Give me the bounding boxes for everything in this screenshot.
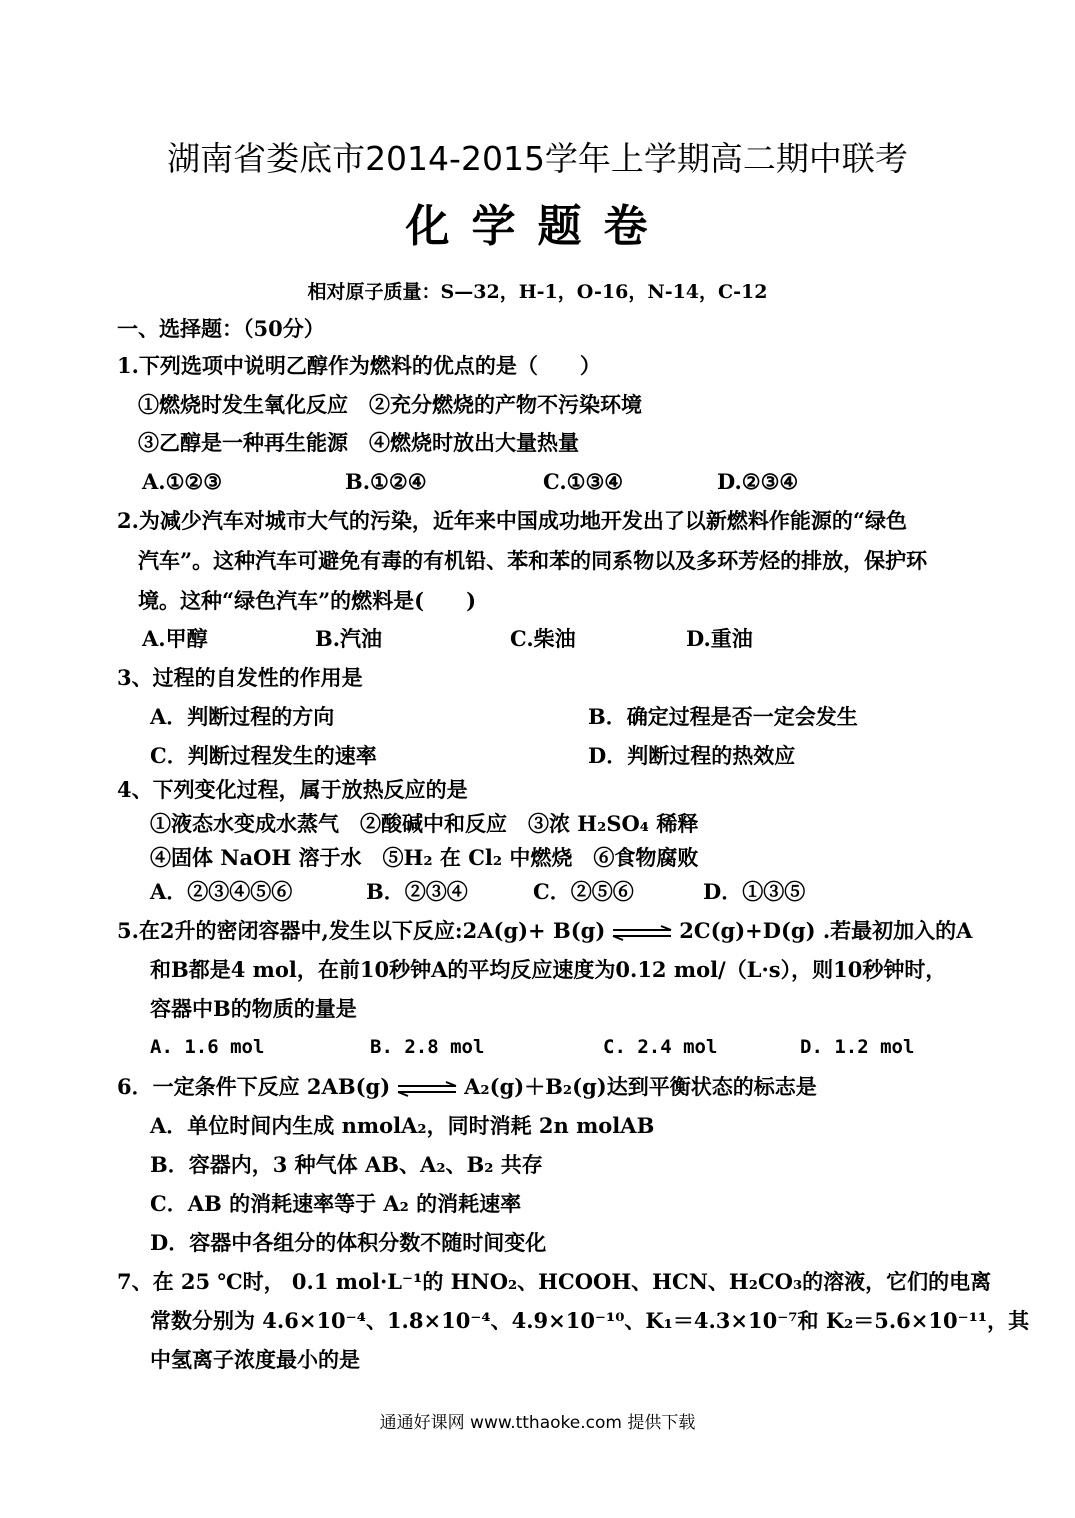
q5-reactants: 5.在2升的密闭容器中,发生以下反应:2A(g)+ B(g)	[117, 918, 606, 943]
q5-line1	[117, 920, 972, 941]
q7-line1: 7、在 25 ℃时， 0.1 mol·L⁻¹的 HNO₂、HCOOH、HCN、H₂CO₃的溶液，它们的电离	[117, 1269, 992, 1294]
q1-line2: ①燃烧时发生氧化反应 ②充分燃烧的产物不污染环境	[138, 392, 642, 417]
q5-option-d: D. 1.2 mol	[800, 1036, 915, 1058]
q5-line3: 容器中B的物质的量是	[150, 996, 357, 1021]
q6-option-b: B．容器内，3 种气体 AB、A₂、B₂ 共存	[150, 1152, 543, 1177]
footer-source: 通通好课网 www.tthaoke.com 提供下载	[379, 1413, 696, 1433]
q6-option-d: D．容器中各组分的体积分数不随时间变化	[150, 1230, 547, 1255]
q4-line3: ④固体 NaOH 溶于水 ⑤H₂ 在 Cl₂ 中燃烧 ⑥食物腐败	[150, 845, 699, 870]
q4-option-a: A．②③④⑤⑥	[150, 879, 293, 904]
q4-option-b: B．②③④	[366, 879, 468, 904]
q3-option-d: D．判断过程的热效应	[588, 743, 796, 768]
q1-stem: 1.下列选项中说明乙醇作为燃料的优点的是（ ）	[117, 353, 601, 378]
atomic-masses: 相对原子质量：S—32，H-1，O-16，N-14，C-12	[307, 281, 768, 303]
q7-line3: 中氢离子浓度最小的是	[150, 1347, 360, 1372]
q3-option-b: B．确定过程是否一定会发生	[588, 704, 858, 729]
q2-option-a: A.甲醇	[142, 626, 208, 651]
q5-option-a: A. 1.6 mol	[150, 1036, 265, 1058]
q5-products: 2C(g)+D(g) .若最初加入的A	[679, 918, 973, 943]
q2-option-d: D.重油	[686, 626, 753, 651]
q2-line1: 2.为减少汽车对城市大气的污染，近年来中国成功地开发出了以新燃料作能源的“绿色	[117, 508, 907, 533]
q6-option-a: A．单位时间内生成 nmolA₂，同时消耗 2n molAB	[150, 1113, 655, 1138]
q5-option-b: B. 2.8 mol	[370, 1036, 485, 1058]
q6-stem-left: 6．一定条件下反应 2AB(g)	[117, 1074, 391, 1099]
q2-line3: 境。这种“绿色汽车”的燃料是( )	[138, 588, 477, 613]
q2-line2: 汽车”。这种汽车可避免有毒的有机铅、苯和苯的同系物以及多环芳烃的排放，保护环	[138, 548, 928, 573]
q1-option-a: A.①②③	[142, 469, 223, 494]
equilibrium-arrow-icon	[611, 925, 673, 941]
q1-line3: ③乙醇是一种再生能源 ④燃烧时放出大量热量	[138, 430, 579, 455]
q1-option-b: B.①②④	[345, 469, 427, 494]
exam-title: 湖南省娄底市2014-2015学年上学期高二期中联考	[167, 139, 908, 178]
exam-subtitle: 化学题卷	[405, 201, 670, 252]
q6-option-c: C．AB 的消耗速率等于 A₂ 的消耗速率	[150, 1191, 522, 1216]
q5-option-c: C. 2.4 mol	[603, 1036, 718, 1058]
q3-option-c: C．判断过程发生的速率	[150, 743, 377, 768]
q2-option-c: C.柴油	[510, 626, 576, 651]
q1-option-c: C.①③④	[543, 469, 624, 494]
equilibrium-arrow-icon	[396, 1081, 458, 1097]
q3-option-a: A．判断过程的方向	[150, 704, 335, 729]
q2-option-b: B.汽油	[315, 626, 383, 651]
q4-option-c: C．②⑤⑥	[533, 879, 634, 904]
q6-stem	[117, 1076, 817, 1097]
q4-line2: ①液态水变成水蒸气 ②酸碱中和反应 ③浓 H₂SO₄ 稀释	[150, 811, 699, 836]
q5-line2: 和B都是4 mol，在前10秒钟A的平均反应速度为0.12 mol/（L·s），则10秒钟时，	[150, 957, 947, 982]
q4-option-d: D．①③⑤	[703, 879, 806, 904]
q3-stem: 3、过程的自发性的作用是	[117, 665, 363, 690]
q4-stem: 4、下列变化过程，属于放热反应的是	[117, 777, 468, 802]
section-heading: 一、选择题：（50分）	[117, 316, 325, 341]
q1-option-d: D.②③④	[717, 469, 799, 494]
q7-line2: 常数分别为 4.6×10⁻⁴、1.8×10⁻⁴、4.9×10⁻¹⁰、K₁＝4.3×10⁻⁷和 K₂＝5.6×10⁻¹¹，其	[150, 1308, 1030, 1333]
q6-stem-right: A₂(g)＋B₂(g)达到平衡状态的标志是	[464, 1074, 817, 1099]
